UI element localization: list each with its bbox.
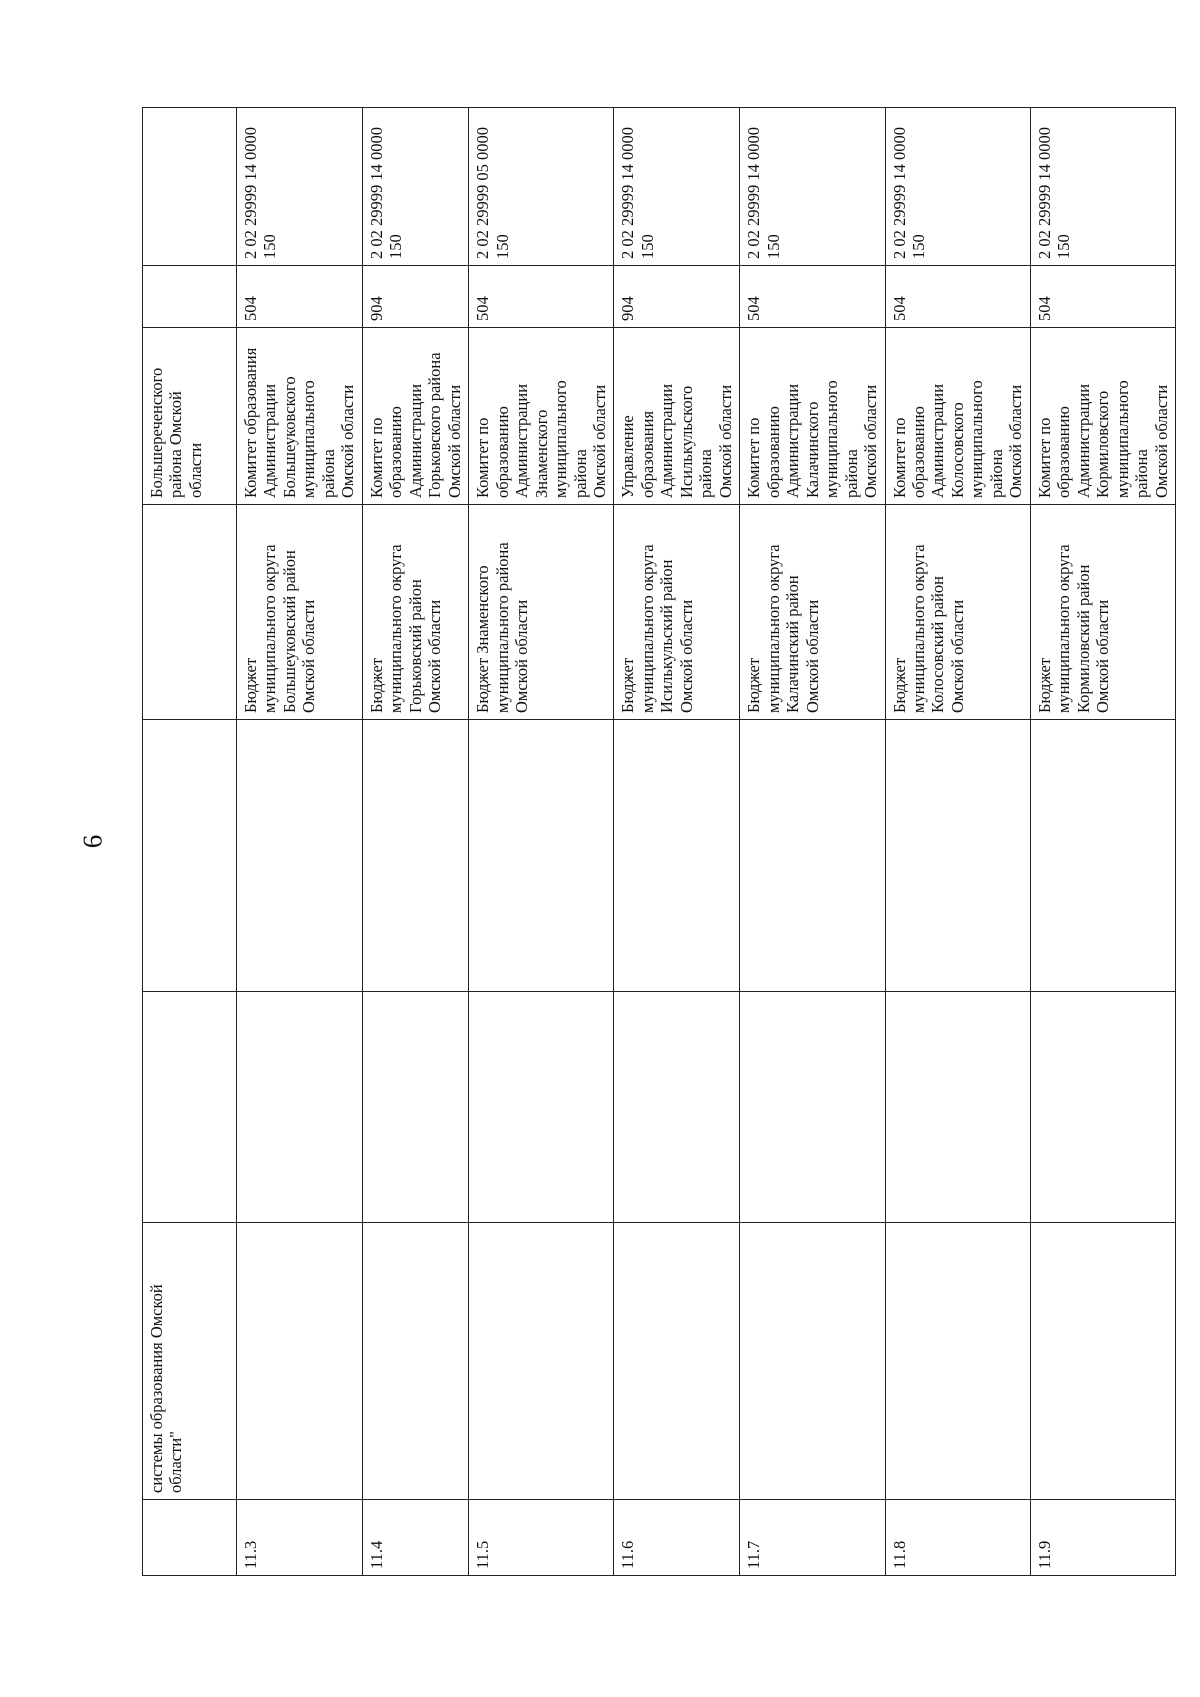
cell-row-number: 11.9: [1030, 1500, 1175, 1576]
cell-name-merged: [362, 1223, 468, 1500]
cell-empty: [362, 720, 468, 992]
cell-empty: [740, 992, 885, 1223]
cell-row-number: 11.8: [885, 1500, 1030, 1576]
table-body: [143, 108, 1176, 1576]
cell-row-number: 11.4: [362, 1500, 468, 1576]
cell-budget: Бюджет муниципального округа Колосовский район Омской области: [885, 505, 1030, 720]
cell-budget: Бюджет муниципального округа Большеуковский район Омской области: [237, 505, 363, 720]
page-number: 6: [77, 834, 108, 849]
cell-admin-continued: Большереченского района Омской области: [143, 328, 237, 505]
cell-empty: [143, 505, 237, 720]
cell-name-merged: [885, 1223, 1030, 1500]
cell-empty: [1030, 720, 1175, 992]
cell-empty: [237, 992, 363, 1223]
cell-empty: [143, 992, 237, 1223]
cell-admin-code: 504: [740, 266, 885, 328]
cell-name-merged: [237, 1223, 363, 1500]
cell-row-number: 11.3: [237, 1500, 363, 1576]
table-row: [1030, 108, 1175, 1576]
cell-empty: [362, 992, 468, 1223]
cell-name-merged: [614, 1223, 740, 1500]
cell-administrator: Комитет по образованию Администрации Колосовского муниципального района Омской области: [885, 328, 1030, 505]
cell-name-merged: [740, 1223, 885, 1500]
cell-administrator: Комитет по образованию Администрации Калачинского муниципального района Омской области: [740, 328, 885, 505]
cell-empty: [469, 992, 614, 1223]
cell-kbk: 2 02 29999 14 0000 150: [362, 108, 468, 266]
cell-admin-code: 504: [237, 266, 363, 328]
cell-empty: [143, 266, 237, 328]
cell-row-number: 11.6: [614, 1500, 740, 1576]
cell-kbk: 2 02 29999 14 0000 150: [1030, 108, 1175, 266]
cell-empty: [885, 720, 1030, 992]
cell-kbk: 2 02 29999 14 0000 150: [614, 108, 740, 266]
cell-administrator: Управление образования Администрации Исилькульского района Омской области: [614, 328, 740, 505]
cell-empty: [1030, 992, 1175, 1223]
table-row: [237, 108, 363, 1576]
cell-name-merged: [469, 1223, 614, 1500]
cell-name-continued: системы образования Омской области": [143, 1223, 237, 1500]
cell-administrator: Комитет образования Администрации Большеуковского муниципального района Омской области: [237, 328, 363, 505]
cell-admin-code: 504: [885, 266, 1030, 328]
cell-budget: Бюджет Знаменского муниципального района Омской области: [469, 505, 614, 720]
cell-empty: [143, 108, 237, 266]
cell-name-merged: [1030, 1223, 1175, 1500]
cell-empty: [740, 720, 885, 992]
cell-budget: Бюджет муниципального округа Калачинский район Омской области: [740, 505, 885, 720]
cell-kbk: 2 02 29999 05 0000 150: [469, 108, 614, 266]
cell-row-number: 11.5: [469, 1500, 614, 1576]
cell-kbk: 2 02 29999 14 0000 150: [740, 108, 885, 266]
cell-budget: Бюджет муниципального округа Горьковский район Омской области: [362, 505, 468, 720]
cell-admin-code: 504: [1030, 266, 1175, 328]
cell-administrator: Комитет по образованию Администрации Знаменского муниципального района Омской области: [469, 328, 614, 505]
table-row: [362, 108, 468, 1576]
cell-kbk: 2 02 29999 14 0000 150: [885, 108, 1030, 266]
cell-budget: Бюджет муниципального округа Кормиловский район Омской области: [1030, 505, 1175, 720]
budget-allocation-table: [142, 107, 1176, 1576]
table-row: [469, 108, 614, 1576]
cell-admin-code: 504: [469, 266, 614, 328]
cell-number-empty: [143, 1500, 237, 1576]
rotated-table-container: [142, 108, 1171, 1576]
continuation-row: [143, 108, 237, 1576]
cell-empty: [143, 720, 237, 992]
cell-admin-code: 904: [362, 266, 468, 328]
cell-empty: [237, 720, 363, 992]
cell-kbk: 2 02 29999 14 0000 150: [237, 108, 363, 266]
cell-administrator: Комитет по образованию Администрации Горьковского района Омской области: [362, 328, 468, 505]
cell-budget: Бюджет муниципального округа Исилькульский район Омской области: [614, 505, 740, 720]
table-row: [614, 108, 740, 1576]
table-row: [740, 108, 885, 1576]
cell-row-number: 11.7: [740, 1500, 885, 1576]
cell-admin-code: 904: [614, 266, 740, 328]
cell-empty: [469, 720, 614, 992]
table-row: [885, 108, 1030, 1576]
cell-empty: [885, 992, 1030, 1223]
cell-empty: [614, 720, 740, 992]
cell-empty: [614, 992, 740, 1223]
cell-administrator: Комитет по образованию Администрации Кормиловского муниципального района Омской области: [1030, 328, 1175, 505]
